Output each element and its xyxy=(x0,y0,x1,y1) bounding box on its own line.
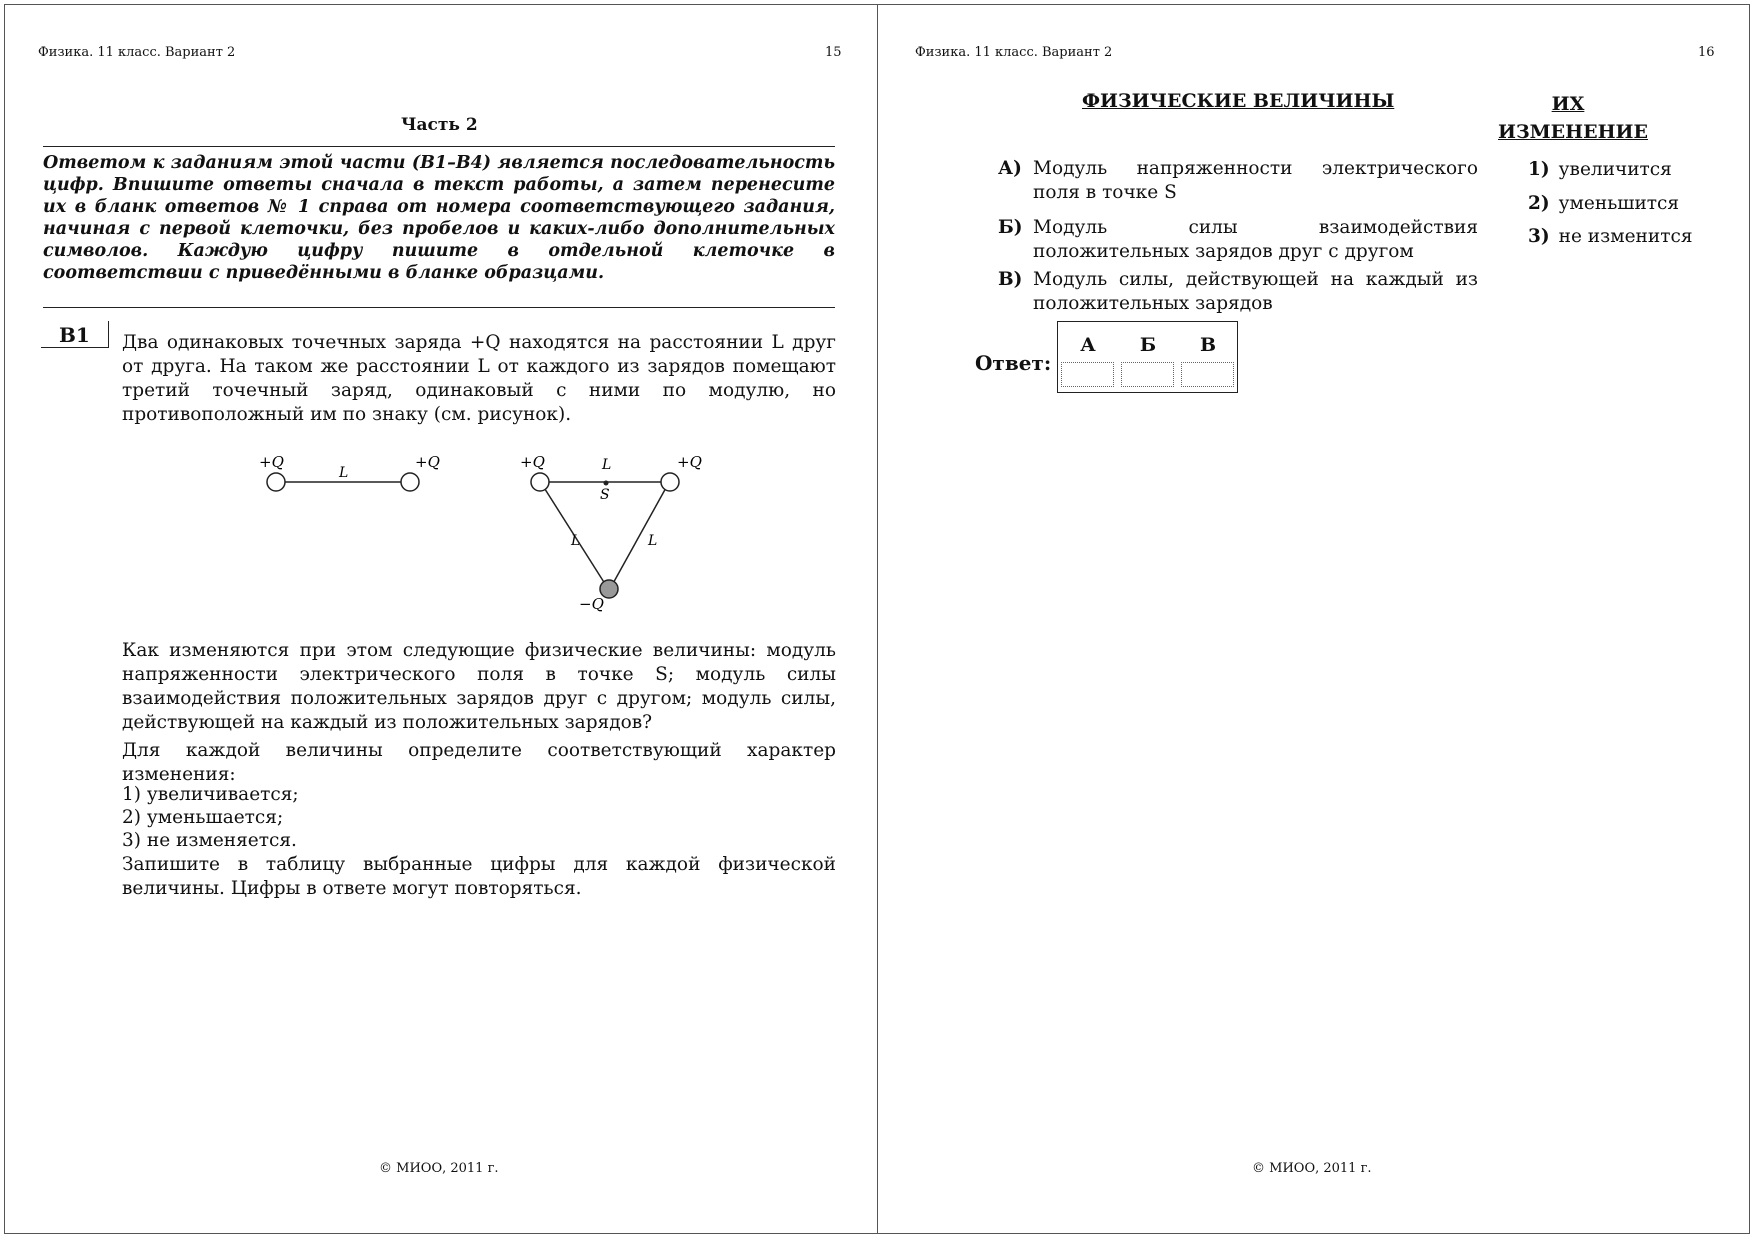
page-footer: © МИОО, 2011 г. xyxy=(379,1161,499,1176)
answer-cell-a[interactable] xyxy=(1061,362,1114,387)
change-3 xyxy=(1528,226,1693,247)
quantity-v-text: Модуль силы, действующей на каждый из положительных зарядов xyxy=(1033,269,1478,314)
label-negative-charge: −Q xyxy=(579,595,604,613)
page-header: Физика. 11 класс. Вариант 2 xyxy=(915,45,1113,60)
write-note: Запишите в таблицу выбранные цифры для каждой физической величины. Цифры в ответе могут повторяться. xyxy=(122,854,836,899)
task-instruction: Для каждой величины определите соответствующий характер изменения: xyxy=(122,740,836,785)
label-distance: L xyxy=(339,465,349,481)
label-triangle-charge-1: +Q xyxy=(520,453,545,471)
quantity-b-label: Б) xyxy=(998,217,1023,238)
charges-figure xyxy=(245,449,715,619)
point-s xyxy=(604,481,609,486)
answer-column-a: А xyxy=(1080,334,1096,356)
answer-column-b: Б xyxy=(1139,334,1157,356)
column-changes-heading-line2: ИЗМЕНЕНИЕ xyxy=(1498,121,1648,143)
answer-cell-v[interactable] xyxy=(1181,362,1234,387)
option-2: 2) уменьшается; xyxy=(122,807,284,828)
change-3-num: 3) xyxy=(1528,226,1550,247)
column-changes-heading xyxy=(1498,90,1648,146)
positive-charge-1 xyxy=(267,473,285,491)
option-3: 3) не изменяется. xyxy=(122,830,297,851)
quantity-a xyxy=(998,157,1478,205)
part-instruction: Ответом к заданиям этой части (В1–В4) является последовательность цифр. Впишите ответы сначала в текст работы, а затем перенесите их в бланк ответов № 1 справа от номера соответствующего задания, начиная с первой клеточки, без пробелов и каких-либо дополнительных символов. Каждую цифру пишите в отдельной клеточке в соответствии с приведёнными в бланке образцами. xyxy=(43,153,835,283)
answer-cell-b[interactable] xyxy=(1121,362,1174,387)
triangle-right-side xyxy=(611,486,667,587)
quantity-b xyxy=(998,216,1478,264)
change-1 xyxy=(1528,159,1672,180)
rule-top xyxy=(43,146,835,147)
column-changes-heading-line1: ИХ xyxy=(1551,93,1585,115)
label-triangle-charge-2: +Q xyxy=(677,453,702,471)
change-1-text: увеличится xyxy=(1558,159,1672,180)
quantity-a-label: А) xyxy=(998,158,1022,179)
page-16 xyxy=(877,4,1750,1234)
triangle-positive-charge-1 xyxy=(531,473,549,491)
column-quantities-heading: ФИЗИЧЕСКИЕ ВЕЛИЧИНЫ xyxy=(1082,90,1395,112)
answer-label: Ответ: xyxy=(975,351,1052,375)
change-2 xyxy=(1528,193,1679,214)
task-intro: Два одинаковых точечных заряда +Q находятся на расстоянии L друг от друга. На таком же расстоянии L от каждого из зарядов помещают третий точечный заряд, одинаковый с ними по модулю, но противоположный им по знаку (см. рисунок). xyxy=(122,332,836,425)
change-2-num: 2) xyxy=(1528,193,1550,214)
page-15 xyxy=(4,4,878,1234)
label-charge-2: +Q xyxy=(415,453,440,471)
page-header: Физика. 11 класс. Вариант 2 xyxy=(38,45,236,60)
task-question: Как изменяются при этом следующие физические величины: модуль напряженности электрического поля в точке S; модуль силы взаимодействия положительных зарядов друг с другом; модуль силы, действующей на каждый из положительных зарядов? xyxy=(122,640,836,733)
change-3-text: не изменится xyxy=(1558,226,1693,247)
rule-bottom xyxy=(43,307,835,308)
change-2-text: уменьшится xyxy=(1558,193,1680,214)
quantity-v-label: В) xyxy=(998,269,1023,290)
triangle-positive-charge-2 xyxy=(661,473,679,491)
label-triangle-left-distance: L xyxy=(571,533,581,549)
part-title: Часть 2 xyxy=(401,115,478,135)
label-triangle-top-distance: L xyxy=(602,457,612,473)
task-label: В1 xyxy=(59,323,90,347)
label-triangle-right-distance: L xyxy=(648,533,658,549)
label-charge-1: +Q xyxy=(259,453,284,471)
label-point-s: S xyxy=(600,487,610,503)
answer-column-v: В xyxy=(1199,334,1217,356)
page-number: 15 xyxy=(825,45,842,60)
option-1: 1) увеличивается; xyxy=(122,784,299,805)
quantity-b-text: Модуль силы взаимодействия положительных зарядов друг с другом xyxy=(1033,217,1478,262)
quantity-a-text: Модуль напряженности электрического поля в точке S xyxy=(1033,158,1478,203)
page-footer: © МИОО, 2011 г. xyxy=(1252,1161,1372,1176)
answer-table xyxy=(1057,321,1238,393)
positive-charge-2 xyxy=(401,473,419,491)
page-number: 16 xyxy=(1698,45,1715,60)
quantity-v xyxy=(998,268,1478,316)
change-1-num: 1) xyxy=(1528,159,1550,180)
